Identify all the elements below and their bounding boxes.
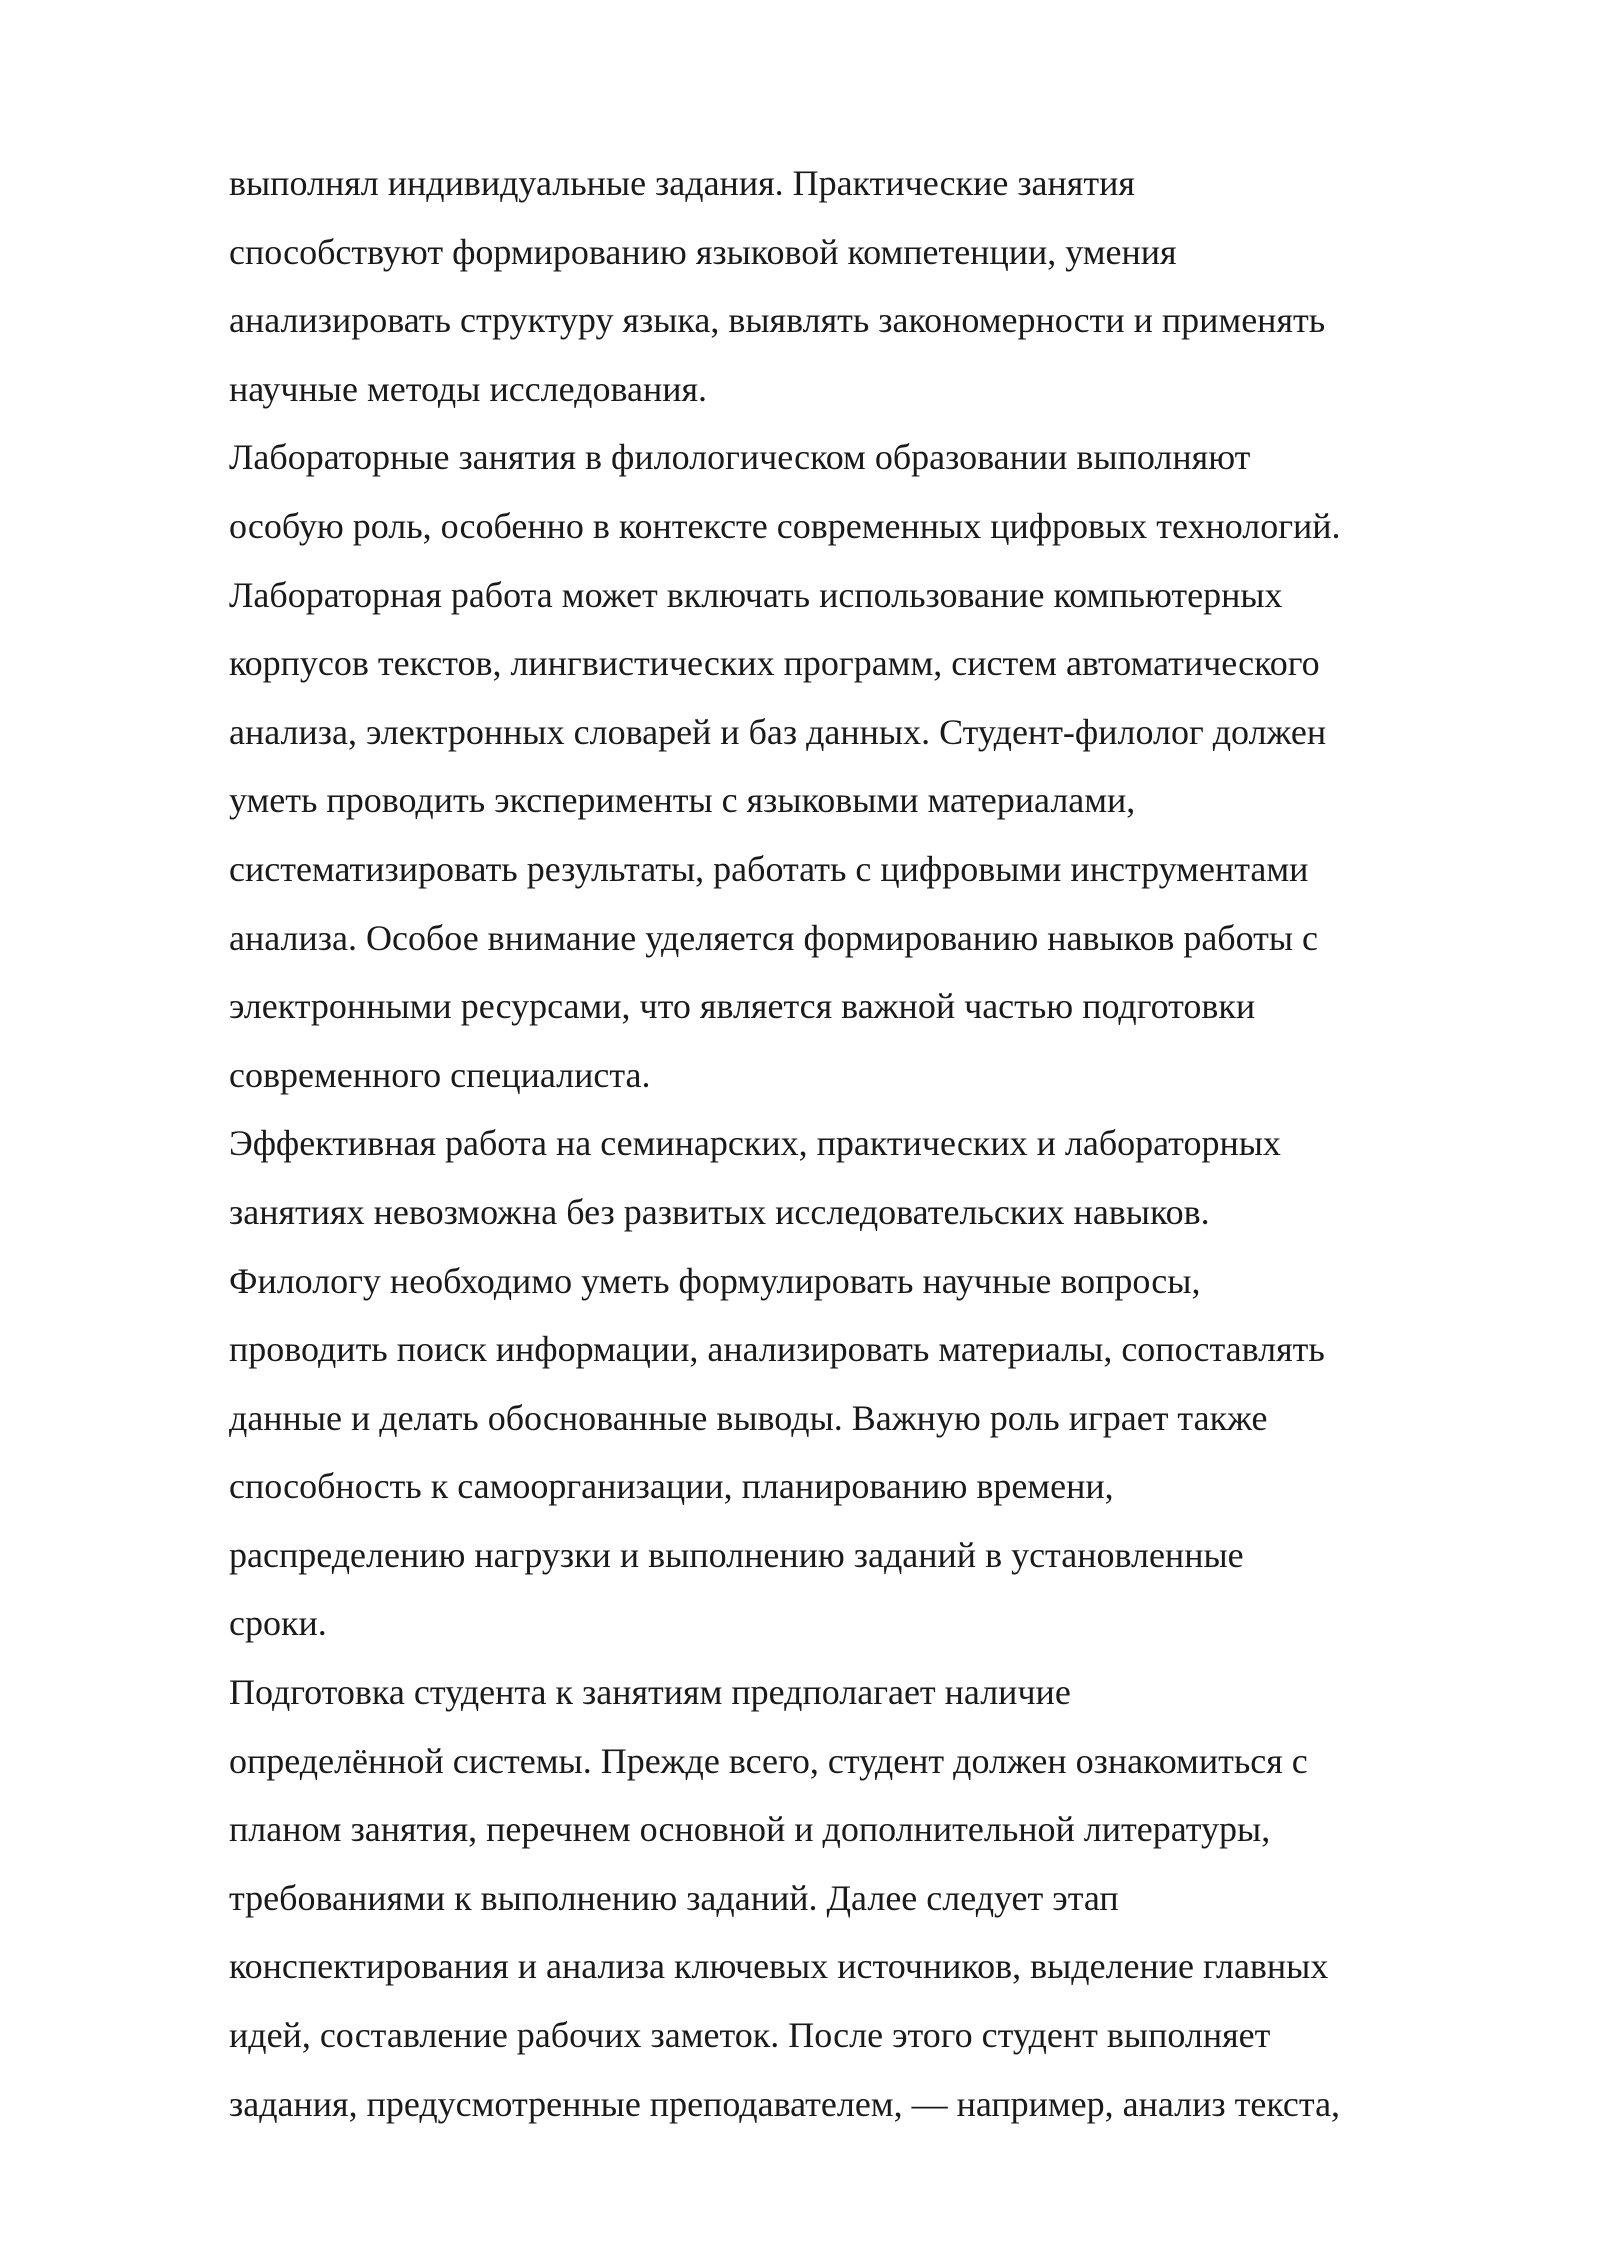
text-line-20: способность к самоорганизации, планированию времени, [229, 1466, 1114, 1507]
text-line-8: корпусов текстов, лингвистических программ, систем автоматического [229, 643, 1320, 684]
text-line-12: анализа. Особое внимание уделяется формированию навыков работы с [229, 917, 1319, 958]
text-line-17: Филологу необходимо уметь формулировать научные вопросы, [229, 1260, 1201, 1301]
text-line-15: Эффективная работа на семинарских, практических и лабораторных [229, 1123, 1281, 1164]
text-line-24: определённой системы. Прежде всего, студент должен ознакомиться с [229, 1740, 1308, 1781]
text-line-28: идей, составление рабочих заметок. После этого студент выполняет [229, 2015, 1271, 2056]
body-text [229, 149, 1409, 2138]
text-line-22: сроки. [229, 1603, 327, 1644]
text-line-2: способствуют формированию языковой компетенции, умения [229, 231, 1177, 272]
text-line-29: задания, предусмотренные преподавателем, — например, анализ текста, [229, 2083, 1341, 2124]
text-line-10: уметь проводить эксперименты с языковыми материалами, [229, 780, 1136, 821]
text-line-7: Лабораторная работа может включать использование компьютерных [229, 574, 1283, 615]
text-line-16: занятиях невозможна без развитых исследовательских навыков. [229, 1191, 1210, 1232]
text-line-9: анализа, электронных словарей и баз данных. Студент-филолог должен [229, 711, 1327, 752]
text-line-5: Лабораторные занятия в филологическом образовании выполняют [229, 437, 1251, 478]
text-line-11: систематизировать результаты, работать с цифровыми инструментами [229, 848, 1309, 889]
text-line-3: анализировать структуру языка, выявлять закономерности и применять [229, 300, 1326, 341]
text-line-4: научные методы исследования. [229, 368, 708, 409]
text-line-1: выполнял индивидуальные задания. Практические занятия [229, 163, 1135, 203]
text-line-18: проводить поиск информации, анализировать материалы, сопоставлять [229, 1329, 1325, 1370]
text-line-13: электронными ресурсами, что является важной частью подготовки [229, 986, 1256, 1027]
text-line-21: распределению нагрузки и выполнению заданий в установленные [229, 1534, 1244, 1575]
text-line-26: требованиями к выполнению заданий. Далее следует этап [229, 1877, 1119, 1918]
text-line-25: планом занятия, перечнем основной и дополнительной литературы, [229, 1809, 1271, 1850]
text-line-27: конспектирования и анализа ключевых источников, выделение главных [229, 1946, 1329, 1987]
text-line-19: данные и делать обоснованные выводы. Важную роль играет также [229, 1397, 1268, 1438]
text-line-14: современного специалиста. [229, 1054, 651, 1095]
text-line-6: особую роль, особенно в контексте современных цифровых технологий. [229, 505, 1341, 546]
text-line-23: Подготовка студента к занятиям предполагает наличие [229, 1672, 1071, 1713]
